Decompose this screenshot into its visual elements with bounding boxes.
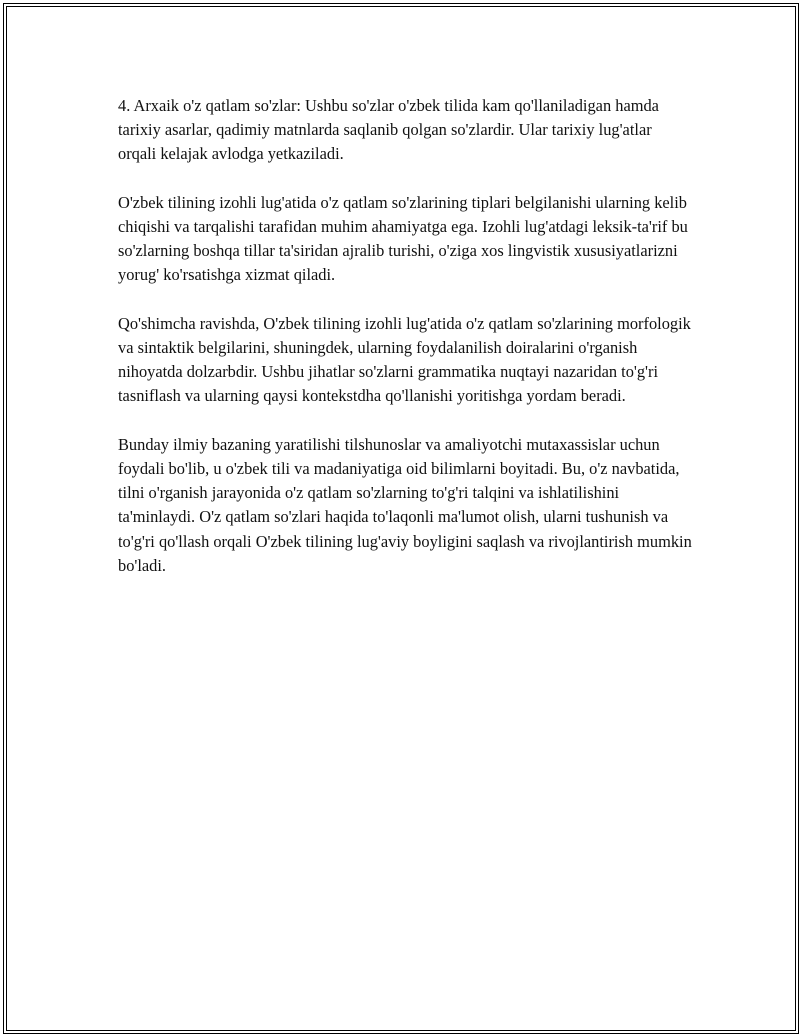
paragraph-word-types: O'zbek tilining izohli lug'atida o'z qatlam so'zlarining tiplari belgilanishi ularning kelib chiqishi va tarqalishi tarafidan muhim ahamiyatga ega. Izohli lug'atdagi leksik-ta'rif bu so'zlarning boshqa tillar ta'siridan ajralib turishi, o'ziga xos lingvistik xususiyatlarizni yorug' ko'rsatishga xizmat qiladi. (118, 192, 688, 285)
paragraph-archaic-words: 4. Arxaik o'z qatlam so'zlar: Ushbu so'zlar o'zbek tilida kam qo'llaniladigan hamda tarixiy asarlar, qadimiy matnlarda saqlanib qolgan so'zlardir. Ular tarixiy lug'atlar orqali kelajak avlodga yetkaziladi. (118, 96, 659, 164)
paragraph-morphology: Qo'shimcha ravishda, O'zbek tilining izohli lug'atida o'z qatlam so'zlarining morfologik va sintaktik belgilarini, shuningdek, ularning foydalanilish doiralarini o'rganish nihoyatda dolzarbdir. Ushbu jihatlar so'zlarni grammatika nuqtayi nazaridan to'g'ri tasniflash va ularning qaysi kontekstdha qo'llanishi yoritishga yordam beradi. (118, 313, 691, 406)
paragraph-scientific-base: Bunday ilmiy bazaning yaratilishi tilshunoslar va amaliyotchi mutaxassislar uchun foydali bo'lib, u o'zbek tili va madaniyatiga oid bilimlarni boyitadi. Bu, o'z navbatida, tilni o'rganish jarayonida o'z qatlam so'zlarning to'g'ri talqini va ishlatilishini ta'minlaydi. O'z qatlam so'zlari haqida to'laqonli ma'lumot olish, ularni tushunish va to'g'ri qo'llash orqali O'zbek tilining lug'aviy boyligini saqlash va rivojlantirish mumkin bo'ladi. (118, 434, 692, 575)
document-body (118, 94, 693, 602)
